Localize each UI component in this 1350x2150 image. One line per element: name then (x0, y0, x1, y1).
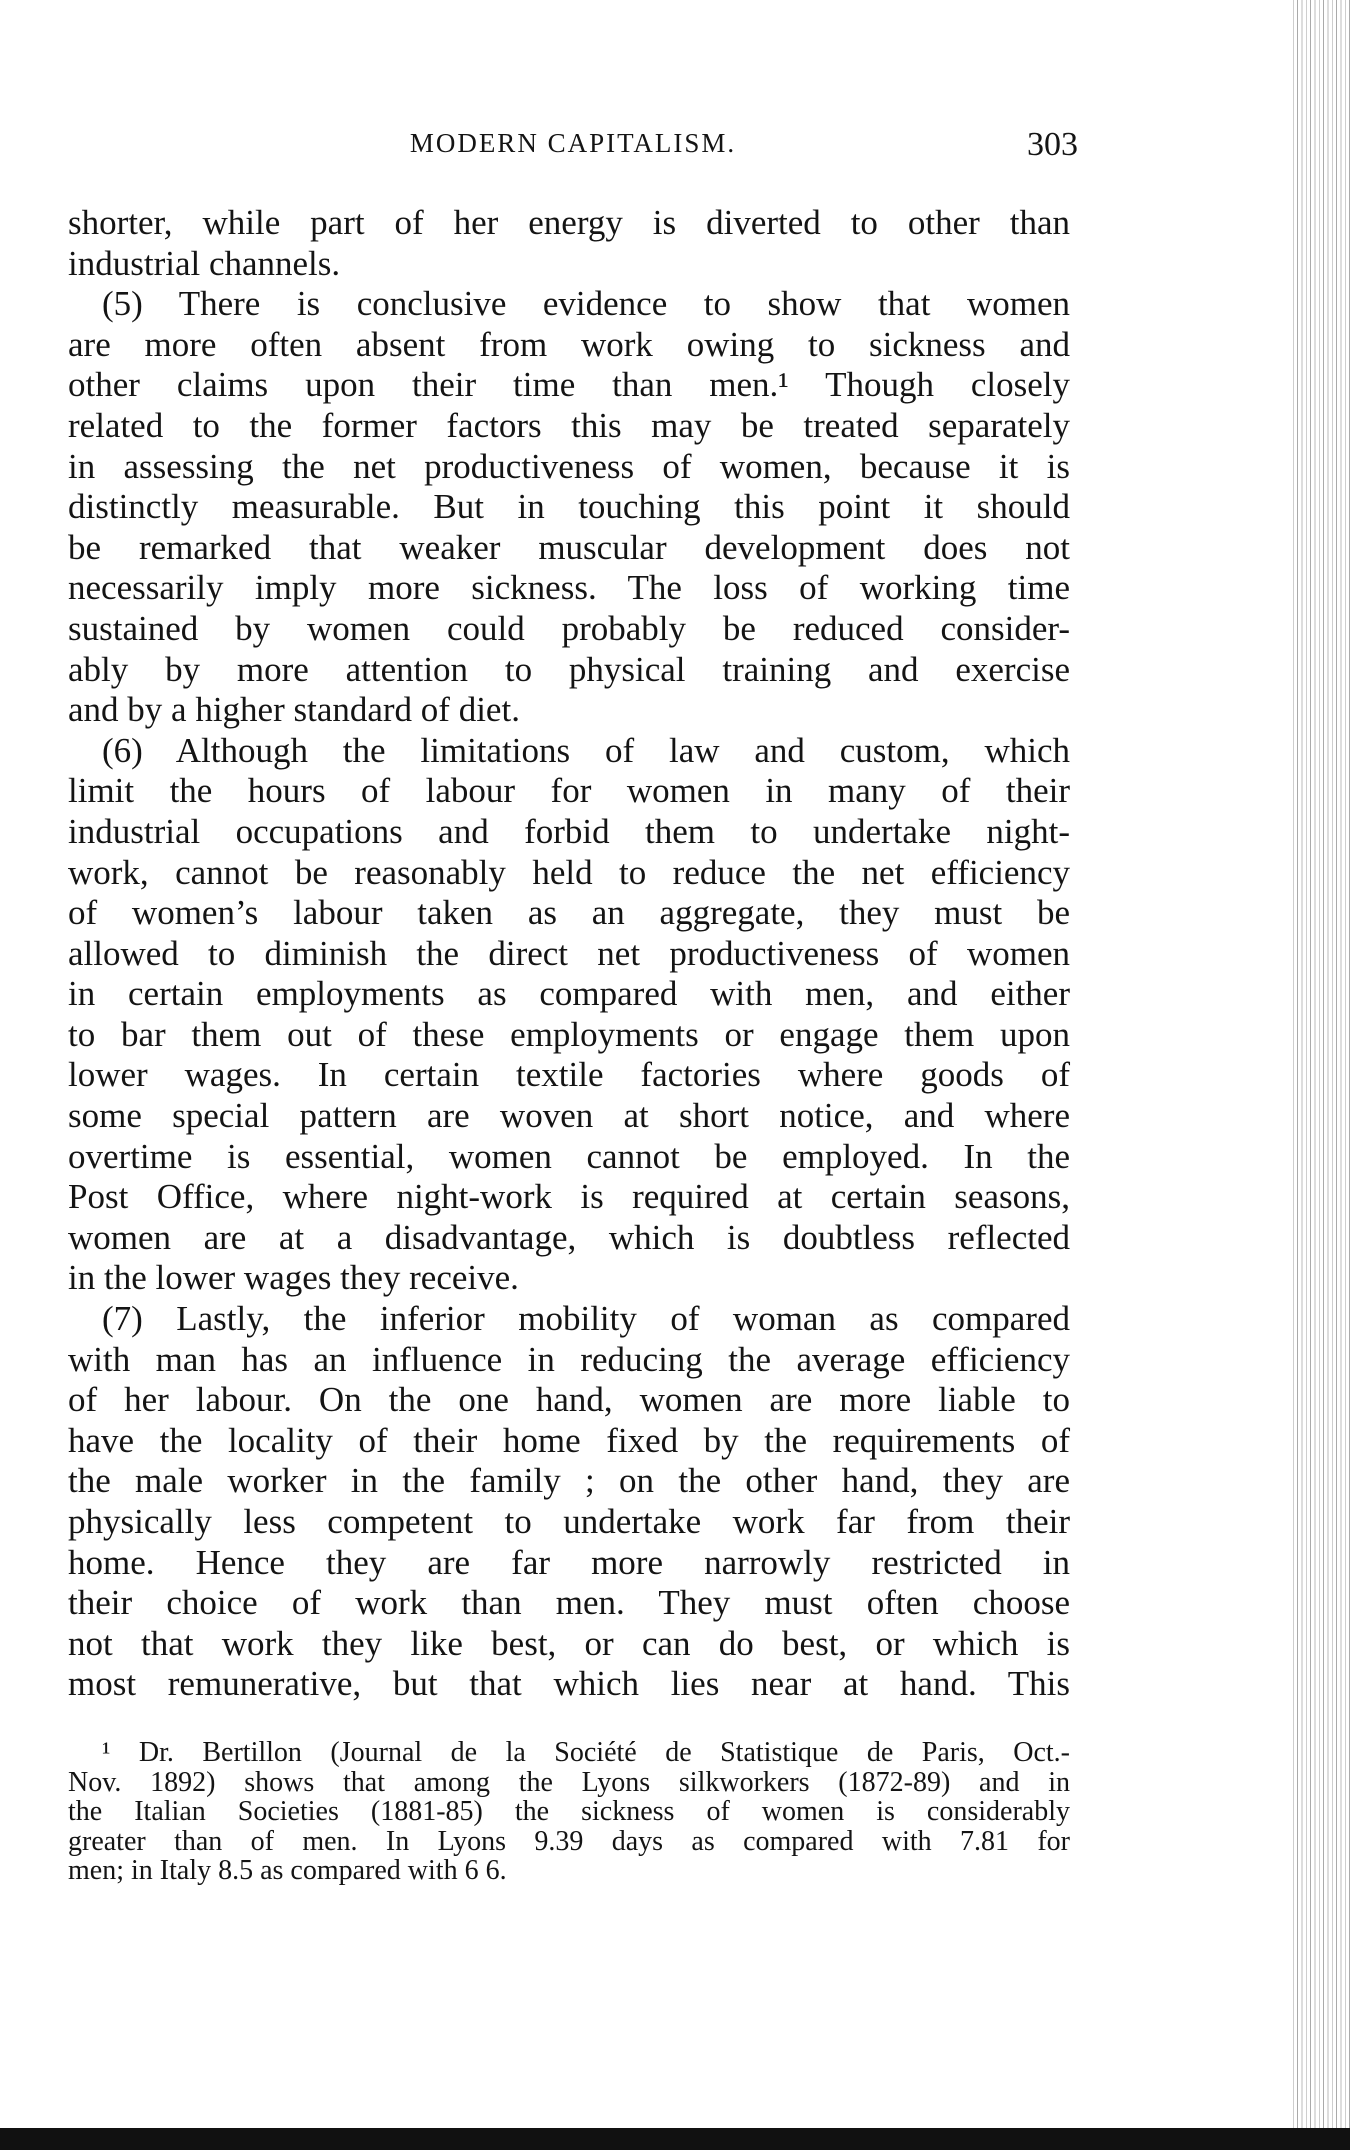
footnote-line: ¹ Dr. Bertillon (Journal de la Société de Statistique de Paris, Oct.- (102, 1737, 1070, 1768)
body-text (68, 203, 1070, 1705)
text-line: limit the hours of labour for women in many of their (68, 771, 1070, 811)
text-line: work, cannot be reasonably held to reduce the net efficiency (68, 852, 1070, 892)
text-line: physically less competent to undertake work far from their (68, 1502, 1070, 1541)
text-line: necessarily imply more sickness. The loss of working time (68, 568, 1070, 608)
text-line: shorter, while part of her energy is diverted to other than (68, 203, 1070, 242)
footnote-line: the Italian Societies (1881-85) the sickness of women is considerably (68, 1796, 1070, 1827)
footnote-line: greater than of men. In Lyons 9.39 days as compared with 7.81 for (68, 1825, 1070, 1857)
text-line: of women’s labour taken as an aggregate, they must be (68, 893, 1070, 933)
text-line: (5) There is conclusive evidence to show that women (102, 284, 1070, 324)
text-line: in assessing the net productiveness of women, because it is (68, 446, 1070, 486)
text-line: the male worker in the family ; on the other hand, they are (68, 1461, 1070, 1501)
text-line: in certain employments as compared with men, and either (68, 974, 1070, 1014)
page-edge-shading (1290, 0, 1350, 2150)
text-line: have the locality of their home fixed by the requirements of (68, 1420, 1070, 1460)
text-line: be remarked that weaker muscular development does not (68, 527, 1070, 567)
text-line: (6) Although the limitations of law and custom, which (102, 730, 1070, 770)
text-line: to bar them out of these employments or engage them upon (68, 1014, 1070, 1054)
page-number: 303 (1027, 126, 1078, 163)
text-line: allowed to diminish the direct net productiveness of women (68, 933, 1070, 973)
text-line: (7) Lastly, the inferior mobility of woman as compared (102, 1299, 1070, 1339)
text-line: in the lower wages they receive. (68, 1258, 519, 1298)
scan-bottom-border (0, 2128, 1350, 2150)
footnotes (68, 1738, 1070, 1886)
text-line: overtime is essential, women cannot be employed. In the (68, 1136, 1070, 1176)
text-line: related to the former factors this may be treated separately (68, 405, 1070, 445)
text-line: not that work they like best, or can do best, or which is (68, 1623, 1070, 1663)
text-line: Post Office, where night-work is required at certain seasons, (68, 1177, 1070, 1217)
running-title: MODERN CAPITALISM. (409, 128, 737, 158)
text-line: some special pattern are woven at short notice, and where (68, 1096, 1070, 1136)
text-line: distinctly measurable. But in touching this point it should (68, 487, 1070, 527)
text-line: are more often absent from work owing to sickness and (68, 324, 1070, 364)
text-line: their choice of work than men. They must often choose (68, 1583, 1070, 1623)
text-line: most remunerative, but that which lies near at hand. This (68, 1664, 1070, 1704)
text-line: home. Hence they are far more narrowly restricted in (68, 1542, 1070, 1582)
text-line: lower wages. In certain textile factories where goods of (68, 1055, 1070, 1095)
text-line: industrial channels. (68, 243, 341, 283)
footnote-line: Nov. 1892) shows that among the Lyons silkworkers (1872-89) and in (68, 1766, 1070, 1798)
text-line: industrial occupations and forbid them to undertake night- (68, 811, 1070, 851)
footnote-line: men; in Italy 8.5 as compared with 6 6. (68, 1855, 507, 1886)
running-head (68, 118, 1078, 168)
text-line: and by a higher standard of diet. (68, 690, 520, 730)
text-line: sustained by women could probably be reduced consider- (68, 608, 1070, 648)
text-line: women are at a disadvantage, which is doubtless reflected (68, 1217, 1070, 1257)
text-line: other claims upon their time than men.¹ Though closely (68, 365, 1070, 405)
text-line: ably by more attention to physical training and exercise (68, 649, 1070, 689)
text-line: with man has an influence in reducing the average efficiency (68, 1339, 1070, 1379)
text-line: of her labour. On the one hand, women are more liable to (68, 1380, 1070, 1420)
